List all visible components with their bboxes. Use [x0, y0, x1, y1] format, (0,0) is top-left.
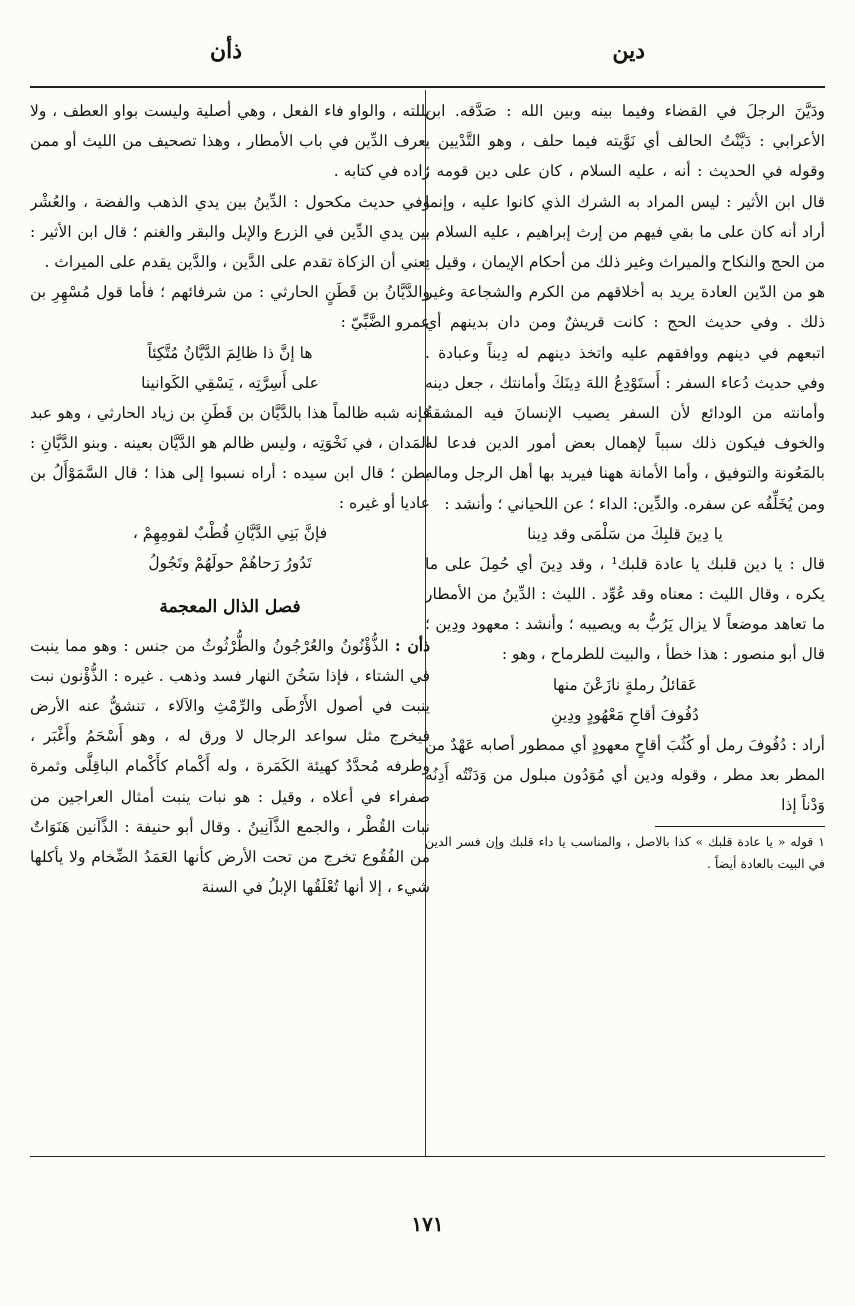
- left-column: [30, 96, 430, 1151]
- running-head-right: دين: [612, 38, 645, 64]
- footer-rule: [30, 1156, 825, 1157]
- right-paragraph-1: ودَيَّنَ الرجلَ في القضاء وفيما بينه وبين الله : صَدَّقه. ابن الأعرابي : دَيَّنْتُ الحالف أي نَوَّيته فيما حلف ، وهو التَّدْيين . وقوله في الحديث : أنه ، عليه السلام ، كان على دين قومه ؛ قال ابن الأثير : ليس المراد به الشرك الذي كانوا عليه ، وإنما أراد أنه كان على ما بقي فيهم من إرث إبراهيم ، عليه السلام ، من الحج والنكاح والميراث وغير ذلك من أحكام الإيمان ، وقيل : هو من الدّين العادة يريد به أخلاقهم من الكرم والشجاعة وغير ذلك . وفي حديث الحج : كانت قريشٌ ومن دان بدينهم أي اتبعهم في دينهم ووافقهم عليه واتخذ دينهم له دِيناً وعبادة . وفي حديث دُعاء السفر : أَستَوْدِعُ اللهَ دِينَكَ وأمانتك ، جعل دينه وأمانته من الودائع لأن السفر يصيب الإنسانَ فيه المشقةُ والخوف فيكون ذلك سبباً لإهمال بعض أمور الدين فدعا له بالمَعُونة والتوفيق ، وأما الأمانة ههنا فيريد بها أهل الرجل وماله ومن يُخَلِّفُه عن سفره. والدِّين: الداء ؛ عن اللحياني ؛ وأنشد :: [425, 102, 825, 513]
- left-paragraph-5: الذُّؤْنُونُ والعُرْجُونُ والطُّرْثُوثُ من جنس : وهو مما ينبت في الشتاء ، فإذا سَخُنَ النهار فسد وذهب . غيره : الذُّؤْنون نبت ينبت في أصول الأَرْطَى والرِّمْثِ والآلاء ، تنشقُّ عنه الأرض فيخرج مثل سواعد الرجال لا ورق له ، وهو أَسْحَمُ وأَغْبَر ، وطرفه مُحدَّدٌ كهيئة الكَمَرة ، وله أَكْمام كأَكْمام الباقِلَّى وثمرة صفراء في أعلاه ، وقيل : هو نبات ينبت أمثال العراجين من نبات القُطْر ، والجمع الذَّآنِينُ . وقال أبو حنيفة : الذَّآنين هَنَوَاتٌ من الفُقُوع تخرج من تحت الأرض كأنها العَمَدُ الضِّخام ولا يأكلها شيء ، إلا أنها تُعْلَقُها الإبلُ في السنة: [30, 636, 430, 897]
- left-paragraph-3: والدَّيَّانُ بن قَطَنٍ الحارثي : من شرفائهم ؛ فأما قول مُسْهِرِ بن عمرو الضَّبِّيّ :: [30, 283, 430, 332]
- entry-dhaan: [30, 631, 430, 903]
- headword: ذأن :: [394, 635, 430, 655]
- left-paragraph-2: وفي حديث مكحول : الدِّينُ بين يدي الذهب والفضة ، والعُشْر بين يدي الدِّين في الزرع والإبل والبقر والغنم ؛ قال ابن الأثير : يعني أن الزكاة تقدم على الدَّين ، والدَّين يقدم على الميراث .: [30, 192, 430, 272]
- left-verse-1b: على أَسِرَّتِه ، يَسْقِي الكَوانينا: [141, 373, 319, 392]
- header-rule: [30, 86, 825, 88]
- left-paragraph-4: فإنه شبه ظالماً هذا بالدَّيَّان بن قَطَنِ بن زياد الحارثي ، وهو عبد المَدان ، في نَخْوَتِه ، وليس ظالم هو الدَّيَّان بعينه . وبنو الدَّيَّانِ : بطن ؛ قال ابن سيده : أراه نسبوا إلى هذا ؛ قال السَّمَوْأَلُ بن عاديا أو غيره :: [30, 403, 430, 513]
- right-column: [425, 96, 825, 1151]
- right-verse-1: يا دِينَ قلبِكَ من سَلْمَى وقد دِينا: [527, 524, 723, 543]
- left-verse-2a: فإنَّ بَنِي الدَّيَّانِ قُطْبٌ لقومِهِمْ ،: [132, 524, 328, 543]
- right-paragraph-2: قال : يا دين قلبك يا عادة قلبك¹ ، وقد دِينَ أي حُمِلَ على ما يكره ، وقال الليث : معناه وقد عُوِّد . الليث : الدِّينُ من الأمطار ما تعاهد موضعاً لا يزال يَرُبُّ به ويصيبه ؛ وأنشد : معهود ودِين ؛ قال أبو منصور : هذا خطأ ، والبيت للطرماح ، وهو :: [425, 554, 825, 664]
- right-verse-2a: عَقائلُ رملةٍ نازَعْنَ منها: [552, 675, 698, 694]
- left-verse-2b: تَدُورُ رَحاهُمْ حولَهُمْ وتَجُولُ: [148, 554, 312, 573]
- running-head-left: ذأن: [210, 38, 243, 64]
- footnote-rule: [655, 826, 825, 827]
- page-number: ١٧١: [411, 1212, 444, 1236]
- footnote: ١ قوله « يا عادة قلبك » كذا بالاصل ، والمناسب يا داء قلبك وإن فسر الدين في البيت بالعادة أيضاً .: [425, 834, 825, 872]
- right-paragraph-3: أراد : دُفُوفَ رمل أو كُثُبَ أقاحٍ معهودٍ أي ممطور أصابه عَهْدٌ من المطر بعد مطر ، وقوله ودين أي مُوَدُون مبلول من وَدَنْتُه أَدِنُه وَدْناً إذا: [425, 735, 825, 815]
- left-verse-1a: ها إنَّ ذا ظالِمَ الدَّيَّانُ مُتَّكِئاً: [147, 343, 313, 362]
- right-verse-2b: دُفُوفَ أقاحِ مَعْهُودٍ ودِينِ: [551, 705, 699, 724]
- section-heading: فصل الذال المعجمة: [159, 597, 301, 618]
- left-paragraph-1: بللته ، والواو فاء الفعل ، وهي أصلية وليست بواو العطف ، ولا يعرف الدِّين في باب الأمطار ، وهذا تصحيف من الليث أو ممن زاده في كتابه .: [30, 102, 430, 181]
